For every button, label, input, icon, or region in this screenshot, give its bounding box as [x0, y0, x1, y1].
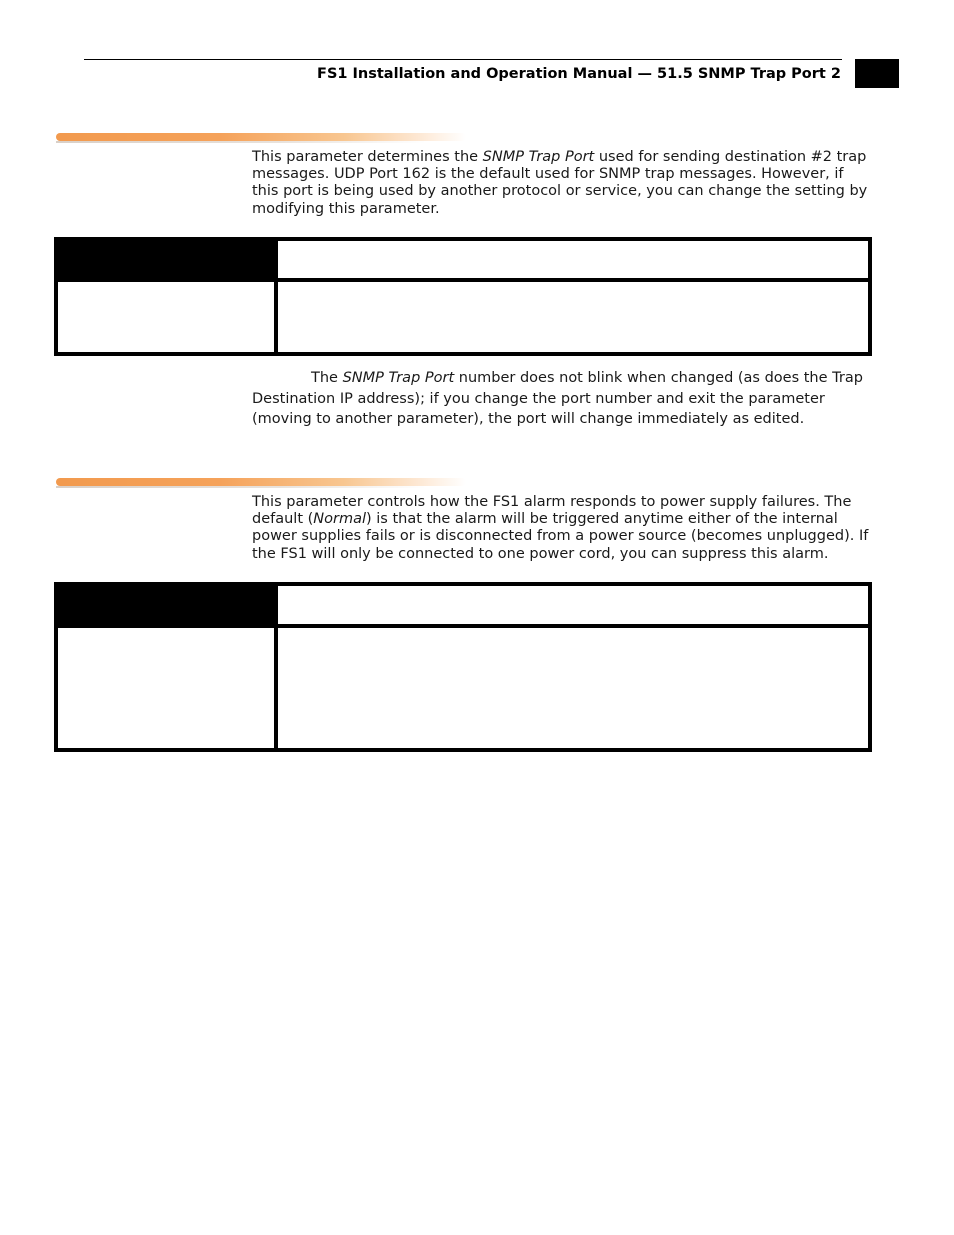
- table-cell-left: [58, 628, 278, 752]
- table-header-row: [58, 241, 868, 282]
- table-cell-left: [58, 282, 278, 356]
- table-header-row: [58, 586, 868, 628]
- table-cell-right: [278, 282, 868, 356]
- page-number-block: [855, 59, 899, 88]
- header-rule: [84, 59, 842, 60]
- page-header-title: FS1 Installation and Operation Manual — 51.5 SNMP Trap Port 2: [317, 66, 841, 82]
- table-cell-right: [278, 628, 868, 752]
- table-header-cell-right: [278, 241, 868, 278]
- section-divider-bar: [56, 478, 466, 486]
- parameter-table-2: [54, 582, 872, 752]
- table-header-cell-left: [58, 241, 278, 278]
- table-header-cell-left: [58, 586, 278, 624]
- section-1-description: This parameter determines the SNMP Trap Port used for sending destination #2 trap messages. UDP Port 162 is the default used for SNMP trap messages. However, if this port is being used by another protocol or service, you can change the setting by modifying this parameter.: [252, 149, 868, 217]
- table-row: [58, 628, 868, 752]
- section-2-description: This parameter controls how the FS1 alarm responds to power supply failures. The default (Normal) is that the alarm will be triggered anytime either of the internal power supplies fails or is disconnected from a power source (becomes unplugged). If the FS1 will only be connected to one power cord, you can suppress this alarm.: [252, 494, 869, 562]
- table-row: [58, 282, 868, 356]
- table-header-cell-right: [278, 586, 868, 624]
- section-divider-bar: [56, 133, 466, 141]
- parameter-table-1: [54, 237, 872, 356]
- section-1-note: The SNMP Trap Port number does not blink when changed (as does the Trap Destination IP address); if you change the port number and exit the parameter (moving to another parameter), the port will change immediately as edited.: [252, 370, 863, 427]
